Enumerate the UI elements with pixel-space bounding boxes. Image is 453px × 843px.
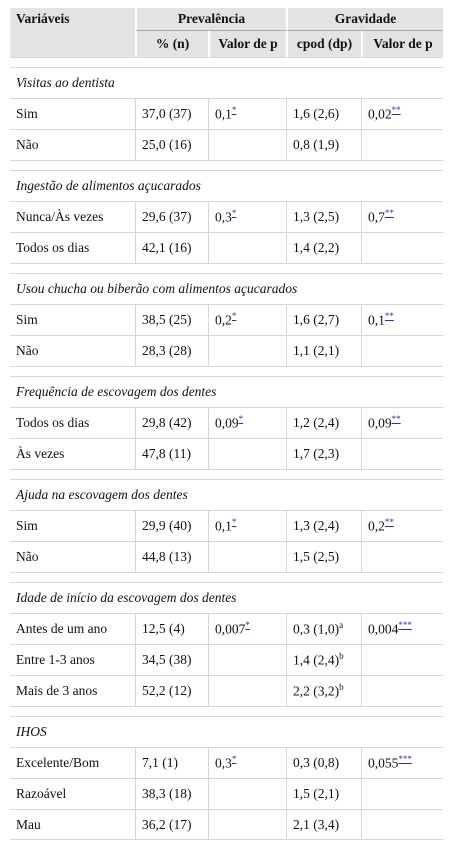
cell-cpod-dp bbox=[286, 335, 361, 366]
cell-pct-n: 38,3 (18) bbox=[135, 778, 208, 809]
cell-valor-p-gravidade bbox=[361, 675, 443, 706]
cell-cpod-dp bbox=[286, 675, 361, 706]
cell-cpod-dp bbox=[286, 778, 361, 809]
p-value: 0,1 bbox=[215, 106, 232, 122]
section-title: Frequência de escovagem dos dentes bbox=[10, 376, 443, 407]
p-value: 0,02 bbox=[368, 106, 392, 122]
cell-valor-p-prevalencia bbox=[208, 644, 286, 675]
section-spacer bbox=[10, 263, 443, 273]
cpod-value: 0,3 (0,8) bbox=[293, 755, 340, 770]
header-variaveis: Variáveis bbox=[10, 8, 135, 31]
table-row bbox=[10, 129, 443, 160]
cell-cpod-dp bbox=[286, 98, 361, 129]
section-title: Ingestão de alimentos açucarados bbox=[10, 170, 443, 201]
footnote-ref-link[interactable]: * bbox=[231, 311, 237, 322]
row-label: Mau bbox=[10, 809, 135, 840]
cpod-value: 1,6 (2,6) bbox=[293, 106, 340, 121]
cell-valor-p-prevalencia bbox=[208, 747, 286, 778]
header-gravidade: Gravidade bbox=[286, 8, 443, 31]
cell-valor-p-prevalencia bbox=[208, 438, 286, 469]
cpod-value: 1,6 (2,7) bbox=[293, 312, 340, 327]
cell-pct-n: 28,3 (28) bbox=[135, 335, 208, 366]
cell-cpod-dp bbox=[286, 747, 361, 778]
footnote-ref-link[interactable]: * bbox=[231, 517, 237, 528]
cell-valor-p-prevalencia bbox=[208, 407, 286, 438]
footnote-ref-link[interactable]: ** bbox=[384, 517, 394, 528]
cell-valor-p-prevalencia bbox=[208, 232, 286, 263]
cell-valor-p-gravidade bbox=[361, 510, 443, 541]
section-spacer bbox=[10, 57, 443, 67]
cpod-value: 1,3 (2,4) bbox=[293, 518, 340, 533]
cell-cpod-dp bbox=[286, 510, 361, 541]
row-label: Entre 1-3 anos bbox=[10, 644, 135, 675]
table-row bbox=[10, 541, 443, 572]
header-pct-n: % (n) bbox=[135, 31, 208, 57]
table-row bbox=[10, 407, 443, 438]
cell-valor-p-prevalencia bbox=[208, 201, 286, 232]
section-spacer bbox=[10, 572, 443, 582]
p-value: 0,004 bbox=[368, 621, 399, 637]
cell-cpod-dp bbox=[286, 613, 361, 644]
cell-valor-p-gravidade bbox=[361, 98, 443, 129]
cell-cpod-dp bbox=[286, 201, 361, 232]
table-row bbox=[10, 335, 443, 366]
cell-cpod-dp bbox=[286, 644, 361, 675]
results-table bbox=[10, 8, 443, 840]
cell-valor-p-prevalencia bbox=[208, 510, 286, 541]
row-label: Sim bbox=[10, 510, 135, 541]
table-row bbox=[10, 201, 443, 232]
table-row bbox=[10, 232, 443, 263]
section-spacer bbox=[10, 469, 443, 479]
p-value: 0,09 bbox=[368, 415, 392, 431]
cell-valor-p-gravidade bbox=[361, 335, 443, 366]
header-row-columns bbox=[10, 31, 443, 57]
p-value: 0,055 bbox=[368, 755, 399, 771]
cell-valor-p-gravidade bbox=[361, 232, 443, 263]
section-spacer bbox=[10, 160, 443, 170]
header-cpod-dp: cpod (dp) bbox=[286, 31, 361, 57]
cell-cpod-dp bbox=[286, 407, 361, 438]
cell-valor-p-prevalencia bbox=[208, 613, 286, 644]
section-title: IHOS bbox=[10, 716, 443, 747]
table-row bbox=[10, 644, 443, 675]
footnote-ref-link[interactable]: * bbox=[231, 105, 237, 116]
section-title-row bbox=[10, 582, 443, 613]
cpod-value: 1,3 (2,5) bbox=[293, 209, 340, 224]
row-label: Antes de um ano bbox=[10, 613, 135, 644]
table-row bbox=[10, 510, 443, 541]
cell-pct-n: 29,9 (40) bbox=[135, 510, 208, 541]
cell-valor-p-gravidade bbox=[361, 407, 443, 438]
header-empty bbox=[10, 31, 135, 57]
section-title: Usou chucha ou biberão com alimentos açucarados bbox=[10, 273, 443, 304]
table-row bbox=[10, 304, 443, 335]
cell-pct-n: 12,5 (4) bbox=[135, 613, 208, 644]
cell-valor-p-gravidade bbox=[361, 201, 443, 232]
section-title-row bbox=[10, 273, 443, 304]
footnote-ref-link[interactable]: * bbox=[231, 754, 237, 765]
row-label: Razoável bbox=[10, 778, 135, 809]
header-valor-p-prevalencia: Valor de p bbox=[208, 31, 286, 57]
section-spacer bbox=[10, 706, 443, 716]
cpod-value: 2,1 (3,4) bbox=[293, 816, 340, 832]
row-label: Todos os dias bbox=[10, 232, 135, 263]
cell-pct-n: 36,2 (17) bbox=[135, 809, 208, 840]
footnote-ref-link[interactable]: ** bbox=[391, 105, 401, 116]
cpod-value: 1,1 (2,1) bbox=[293, 343, 340, 358]
cell-valor-p-prevalencia bbox=[208, 541, 286, 572]
cell-valor-p-gravidade bbox=[361, 778, 443, 809]
table-row bbox=[10, 747, 443, 778]
cpod-value: 1,4 (2,4) bbox=[293, 652, 340, 668]
superscript-letter: b bbox=[339, 682, 344, 693]
footnote-ref-link[interactable]: ** bbox=[391, 414, 401, 425]
header-row-groups bbox=[10, 8, 443, 31]
section-title-row bbox=[10, 376, 443, 407]
cell-valor-p-gravidade bbox=[361, 809, 443, 840]
cell-pct-n: 42,1 (16) bbox=[135, 232, 208, 263]
cell-valor-p-gravidade bbox=[361, 304, 443, 335]
cpod-value: 2,2 (3,2) bbox=[293, 683, 340, 699]
table-body bbox=[10, 57, 443, 840]
header-valor-p-gravidade: Valor de p bbox=[361, 31, 443, 57]
cell-valor-p-gravidade bbox=[361, 644, 443, 675]
cpod-value: 1,5 (2,5) bbox=[293, 549, 340, 564]
cell-pct-n: 52,2 (12) bbox=[135, 675, 208, 706]
cell-cpod-dp bbox=[286, 438, 361, 469]
cell-valor-p-prevalencia bbox=[208, 809, 286, 840]
row-label: Sim bbox=[10, 98, 135, 129]
footnote-ref-link[interactable]: ** bbox=[384, 208, 394, 219]
cell-valor-p-prevalencia bbox=[208, 98, 286, 129]
cell-valor-p-prevalencia bbox=[208, 675, 286, 706]
row-label: Às vezes bbox=[10, 438, 135, 469]
cell-cpod-dp bbox=[286, 541, 361, 572]
p-value: 0,2 bbox=[368, 518, 385, 534]
cell-valor-p-prevalencia bbox=[208, 335, 286, 366]
p-value: 0,007 bbox=[215, 621, 246, 637]
table-row bbox=[10, 809, 443, 840]
row-label: Nunca/Às vezes bbox=[10, 201, 135, 232]
cpod-value: 0,8 (1,9) bbox=[293, 137, 340, 152]
cell-cpod-dp bbox=[286, 232, 361, 263]
table-row bbox=[10, 778, 443, 809]
section-title-row bbox=[10, 67, 443, 98]
cpod-value: 1,5 (2,1) bbox=[293, 786, 340, 801]
cell-pct-n: 29,6 (37) bbox=[135, 201, 208, 232]
table-row bbox=[10, 613, 443, 644]
row-label: Sim bbox=[10, 304, 135, 335]
table-row bbox=[10, 98, 443, 129]
table-row bbox=[10, 438, 443, 469]
cell-pct-n: 34,5 (38) bbox=[135, 644, 208, 675]
p-value: 0,3 bbox=[215, 209, 232, 225]
superscript-letter: b bbox=[339, 651, 344, 662]
cell-pct-n: 47,8 (11) bbox=[135, 438, 208, 469]
footnote-ref-link[interactable]: * bbox=[245, 620, 250, 631]
p-value: 0,09 bbox=[215, 415, 239, 431]
footnote-ref-link[interactable]: ** bbox=[384, 311, 394, 322]
section-title: Visitas ao dentista bbox=[10, 67, 443, 98]
row-label: Mais de 3 anos bbox=[10, 675, 135, 706]
cpod-value: 1,2 (2,4) bbox=[293, 415, 340, 430]
cell-pct-n: 29,8 (42) bbox=[135, 407, 208, 438]
cell-valor-p-gravidade bbox=[361, 613, 443, 644]
superscript-letter: a bbox=[339, 620, 344, 631]
section-title: Idade de início da escovagem dos dentes bbox=[10, 582, 443, 613]
cell-cpod-dp bbox=[286, 129, 361, 160]
section-title-row bbox=[10, 479, 443, 510]
row-label: Não bbox=[10, 129, 135, 160]
p-value: 0,1 bbox=[215, 518, 232, 534]
cell-valor-p-gravidade bbox=[361, 541, 443, 572]
cpod-value: 1,7 (2,3) bbox=[293, 446, 340, 461]
cell-pct-n: 44,8 (13) bbox=[135, 541, 208, 572]
cpod-value: 1,4 (2,2) bbox=[293, 240, 340, 255]
cell-pct-n: 25,0 (16) bbox=[135, 129, 208, 160]
footnote-ref-link[interactable]: *** bbox=[398, 620, 412, 631]
footnote-ref-link[interactable]: *** bbox=[398, 754, 412, 765]
footnote-ref-link[interactable]: * bbox=[231, 208, 237, 219]
section-title-row bbox=[10, 170, 443, 201]
footnote-ref-link[interactable]: * bbox=[238, 414, 244, 425]
section-title-row bbox=[10, 716, 443, 747]
row-label: Não bbox=[10, 541, 135, 572]
cell-pct-n: 38,5 (25) bbox=[135, 304, 208, 335]
table-row bbox=[10, 675, 443, 706]
p-value: 0,3 bbox=[215, 755, 232, 771]
row-label: Todos os dias bbox=[10, 407, 135, 438]
cell-cpod-dp bbox=[286, 809, 361, 840]
cell-valor-p-gravidade bbox=[361, 747, 443, 778]
cell-pct-n: 37,0 (37) bbox=[135, 98, 208, 129]
p-value: 0,7 bbox=[368, 209, 385, 225]
p-value: 0,1 bbox=[368, 312, 385, 328]
header-prevalencia: Prevalência bbox=[135, 8, 286, 31]
cell-valor-p-prevalencia bbox=[208, 304, 286, 335]
cell-valor-p-prevalencia bbox=[208, 129, 286, 160]
cell-valor-p-prevalencia bbox=[208, 778, 286, 809]
row-label: Não bbox=[10, 335, 135, 366]
cell-valor-p-gravidade bbox=[361, 438, 443, 469]
section-spacer bbox=[10, 366, 443, 376]
p-value: 0,2 bbox=[215, 312, 232, 328]
row-label: Excelente/Bom bbox=[10, 747, 135, 778]
cpod-value: 0,3 (1,0) bbox=[293, 621, 340, 637]
section-title: Ajuda na escovagem dos dentes bbox=[10, 479, 443, 510]
cell-pct-n: 7,1 (1) bbox=[135, 747, 208, 778]
cell-valor-p-gravidade bbox=[361, 129, 443, 160]
cell-cpod-dp bbox=[286, 304, 361, 335]
